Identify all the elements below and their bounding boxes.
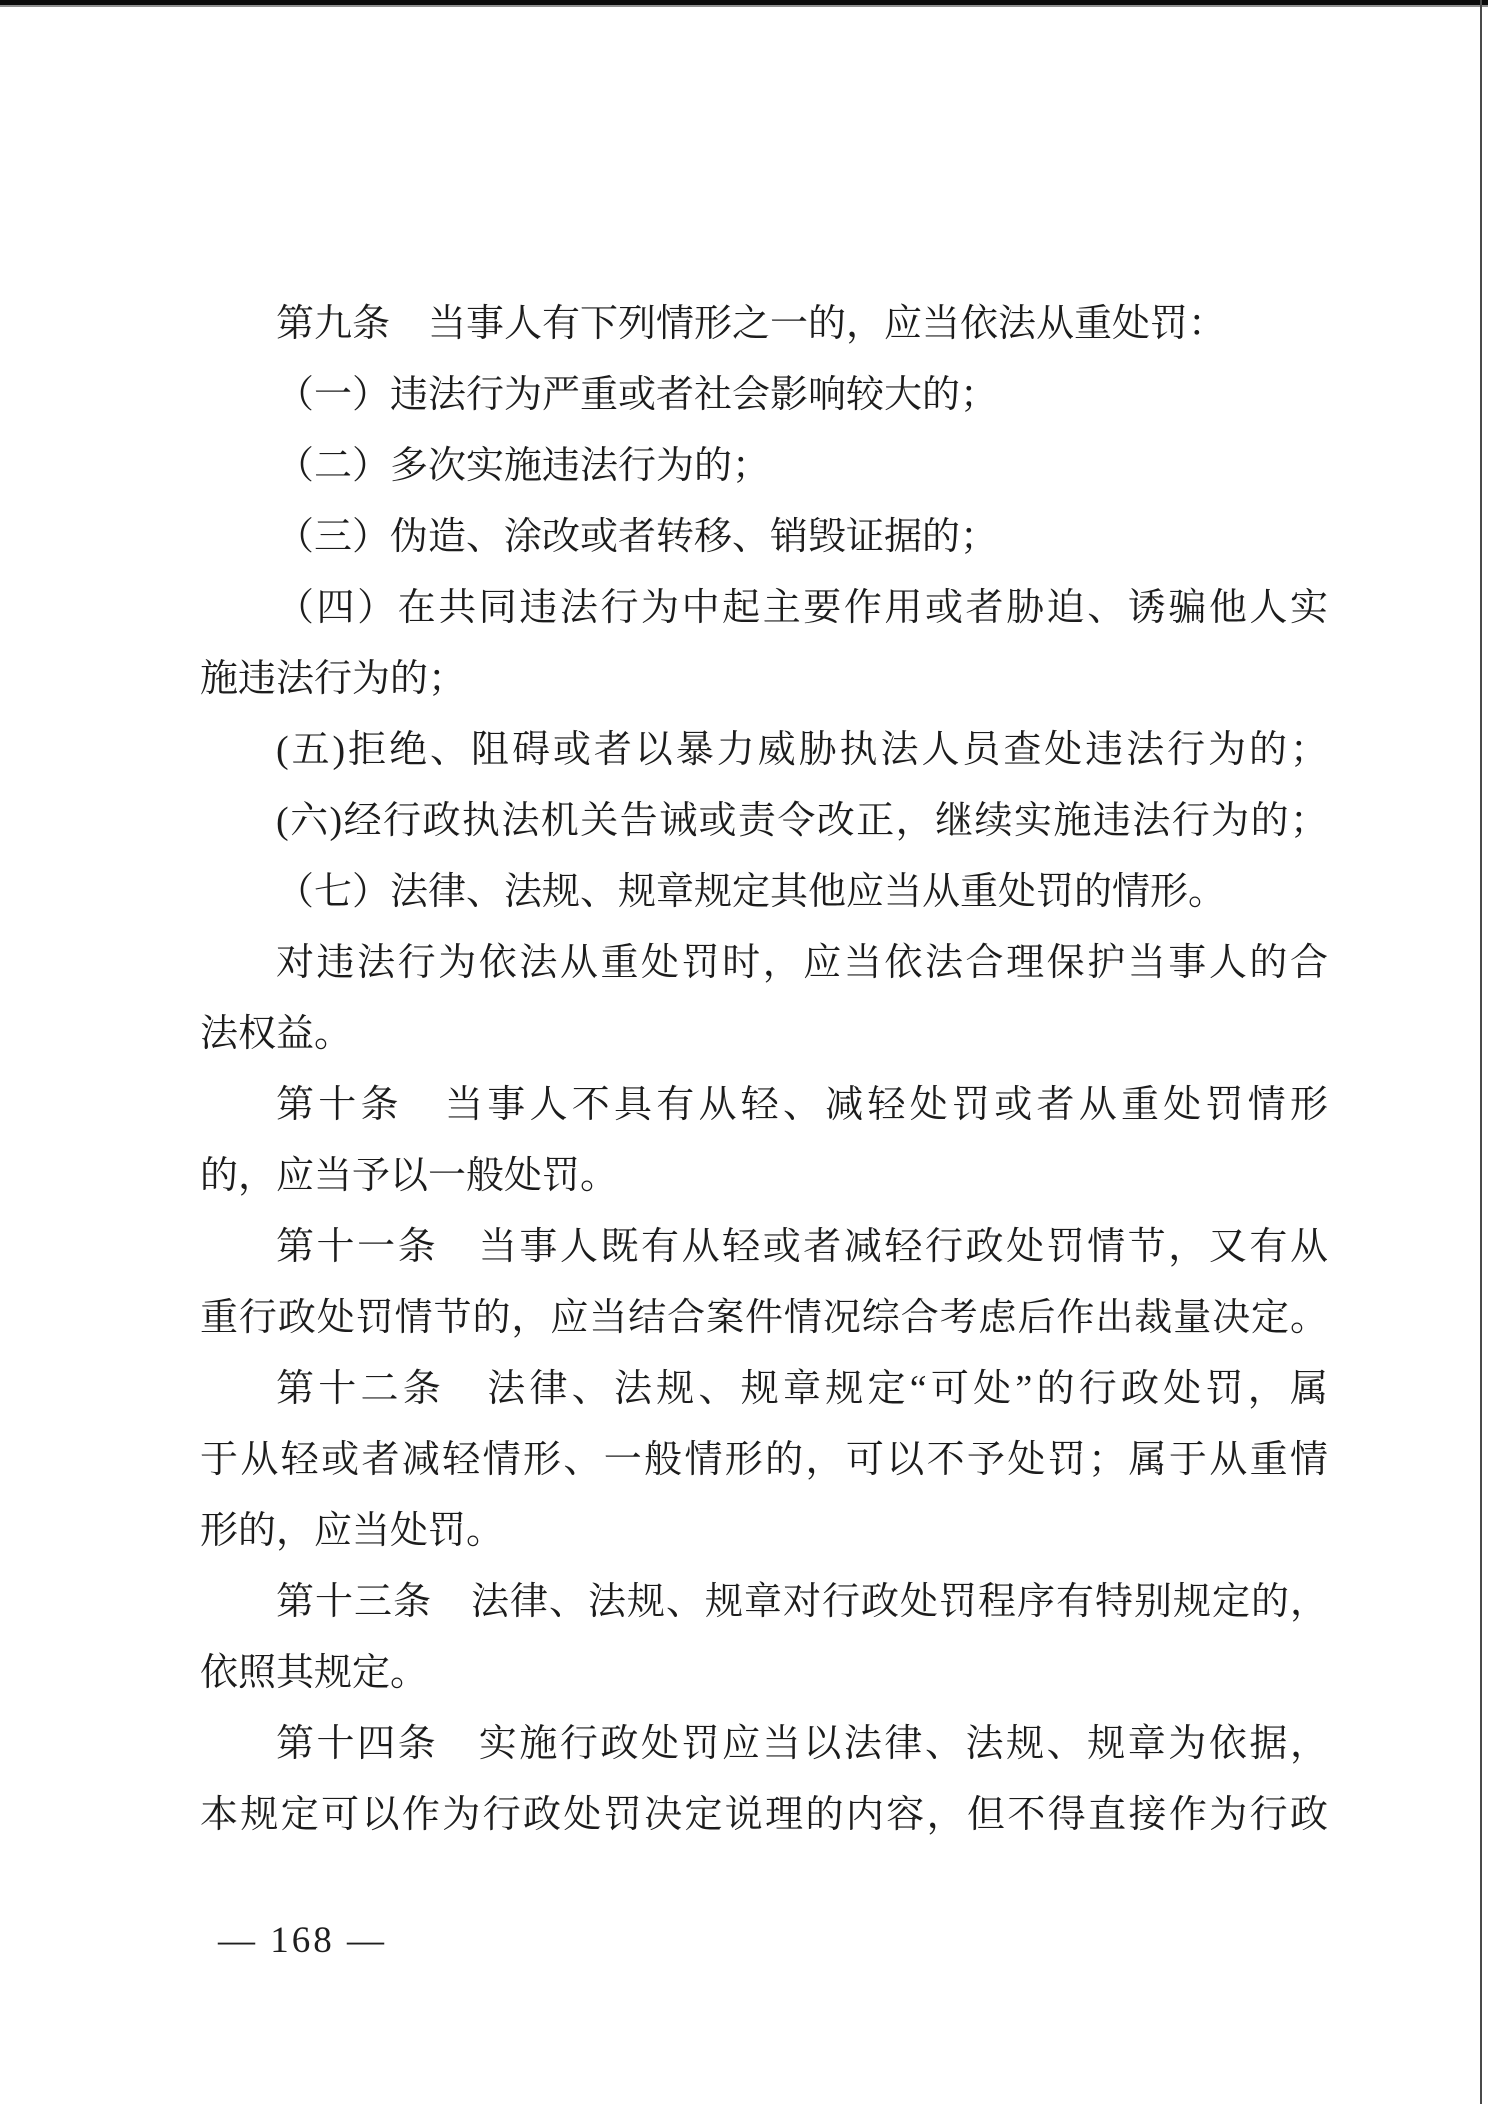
text-line-item-6: (六)经行政执法机关告诫或责令改正，继续实施违法行为的； <box>276 800 1328 842</box>
text-line-item-7: （七）法律、法规、规章规定其他应当从重处罚的情形。 <box>276 871 1227 913</box>
page-number: — 168 — <box>218 1920 387 1961</box>
text-line-item-4-cont: 施违法行为的； <box>200 658 467 700</box>
text-line-para: 对违法行为依法从重处罚时，应当依法合理保护当事人的合 <box>276 942 1328 984</box>
text-line-article-10: 第十条 当事人不具有从轻、减轻处罚或者从重处罚情形 <box>276 1084 1328 1126</box>
text-line-article-13-cont: 依照其规定。 <box>200 1652 429 1694</box>
text-line-article-11: 第十一条 当事人既有从轻或者减轻行政处罚情节，又有从 <box>276 1226 1328 1268</box>
document-body <box>200 289 1328 1851</box>
text-line-article-14-cont: 本规定可以作为行政处罚决定说理的内容，但不得直接作为行政 <box>200 1794 1328 1836</box>
text-line-article-10-cont: 的，应当予以一般处罚。 <box>200 1155 619 1197</box>
text-line-article-11-cont: 重行政处罚情节的，应当结合案件情况综合考虑后作出裁量决定。 <box>200 1297 1328 1339</box>
text-line-item-2: （二）多次实施违法行为的； <box>276 445 771 487</box>
text-line-item-3: （三）伪造、涂改或者转移、销毁证据的； <box>276 516 999 558</box>
text-line-item-4: （四）在共同违法行为中起主要作用或者胁迫、诱骗他人实 <box>276 587 1328 629</box>
text-line-article-13: 第十三条 法律、法规、规章对行政处罚程序有特别规定的， <box>276 1581 1328 1623</box>
text-line-para-cont: 法权益。 <box>200 1013 353 1055</box>
text-line-item-5: (五)拒绝、阻碍或者以暴力威胁执法人员查处违法行为的； <box>276 729 1328 771</box>
text-line-article-12-end: 形的，应当处罚。 <box>200 1510 505 1552</box>
top-edge-bar <box>0 0 1488 7</box>
text-line-item-1: （一）违法行为严重或者社会影响较大的； <box>276 374 999 416</box>
text-line-article-12: 第十二条 法律、法规、规章规定“可处”的行政处罚，属 <box>276 1368 1328 1410</box>
text-line-article-14: 第十四条 实施行政处罚应当以法律、法规、规章为依据， <box>276 1723 1328 1765</box>
text-line-article-9: 第九条 当事人有下列情形之一的，应当依法从重处罚： <box>276 303 1227 345</box>
right-edge-line <box>1480 0 1482 2104</box>
text-line-article-12-cont: 于从轻或者减轻情形、一般情形的，可以不予处罚；属于从重情 <box>200 1439 1328 1481</box>
